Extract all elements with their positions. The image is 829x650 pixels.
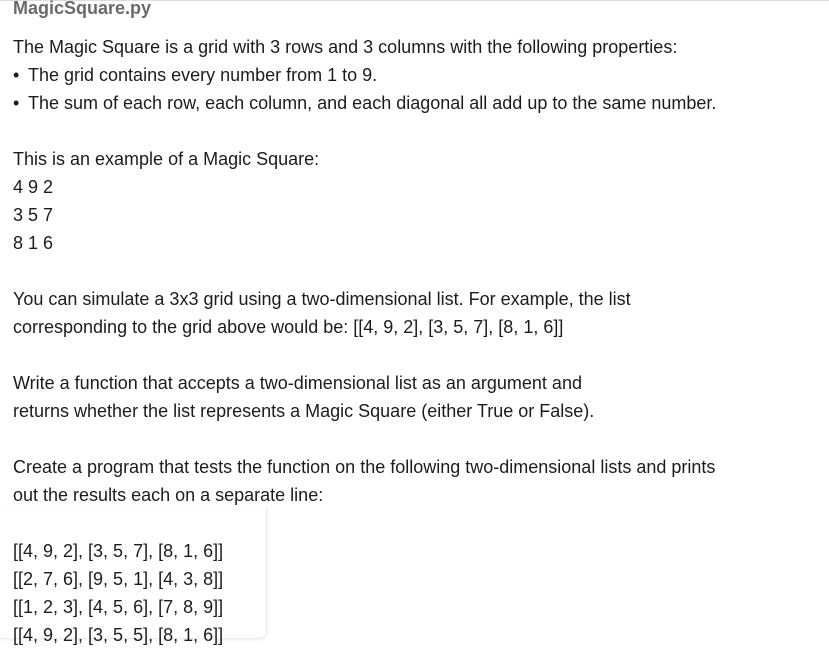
test-list-line: [[1, 2, 3], [4, 5, 6], [7, 8, 9]]: [13, 597, 224, 617]
example-row: 4 9 2: [13, 177, 54, 197]
bullet-symbol: •: [13, 65, 20, 85]
bullet-text: The grid contains every number from 1 to 9.: [28, 65, 378, 85]
test-list-line: [[4, 9, 2], [3, 5, 5], [8, 1, 6]]: [13, 625, 224, 645]
example-row: 8 1 6: [13, 233, 54, 253]
file-title: MagicSquare.py: [13, 0, 152, 18]
example-row: 3 5 7: [13, 205, 54, 225]
bullet-text: The sum of each row, each column, and each diagonal all add up to the same number.: [28, 93, 717, 113]
example-heading: This is an example of a Magic Square:: [13, 149, 320, 169]
program-paragraph-line: Create a program that tests the function on the following two-dimensional lists and prints: [13, 457, 716, 477]
bullet-symbol: •: [13, 93, 20, 113]
intro-text: The Magic Square is a grid with 3 rows and 3 columns with the following properties:: [13, 37, 678, 57]
function-paragraph-line: returns whether the list represents a Magic Square (either True or False).: [13, 401, 595, 421]
function-paragraph-line: Write a function that accepts a two-dimensional list as an argument and: [13, 373, 582, 393]
test-list-line: [[2, 7, 6], [9, 5, 1], [4, 3, 8]]: [13, 569, 224, 589]
bullet-item: [13, 89, 716, 117]
bullet-item: [13, 61, 377, 89]
simulate-paragraph-line: corresponding to the grid above would be: [[4, 9, 2], [3, 5, 7], [8, 1, 6]]: [13, 317, 564, 337]
program-paragraph-line: out the results each on a separate line:: [13, 485, 324, 505]
simulate-paragraph-line: You can simulate a 3x3 grid using a two-dimensional list. For example, the list: [13, 289, 631, 309]
test-list-line: [[4, 9, 2], [3, 5, 7], [8, 1, 6]]: [13, 541, 224, 561]
